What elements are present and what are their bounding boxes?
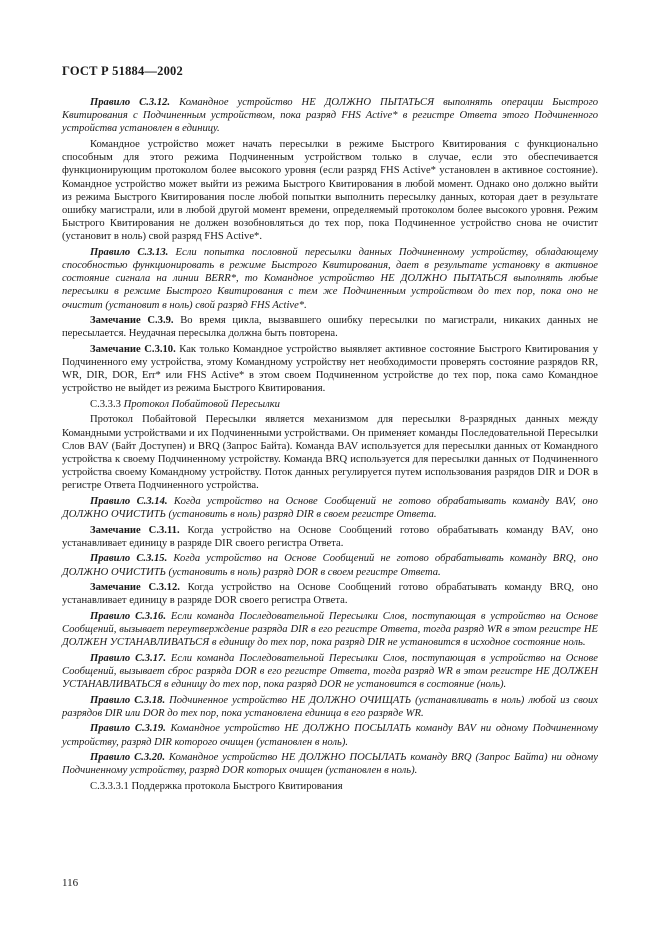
rule-label: Правило С.3.13. [90,246,169,258]
body-paragraph [62,413,598,492]
rule-label: Правило С.3.20. [90,752,166,763]
rule-text: Командное устройство НЕ ДОЛЖНО ПЫТАТЬСЯ выполнять операции Быстрого Квитирования с Подчиненным устройством, пока разряд FHS Active* в регистре Ответа этого Подчиненного устройства установлен в единицу. [62,97,598,135]
rule-text: Командное устройство НЕ ДОЛЖНО ПОСЫЛАТЬ команду BRQ (Запрос Байта) ни одному Подчиненному устройству, разряд DOR которых очищен (установлен в ноль). [62,752,598,777]
rule-paragraph [62,96,598,136]
note-text: Когда устройство на Основе Сообщений готово обрабатывать команду BRQ, оно устанавливает единицу в разряде DOR своего регистра Ответа. [62,582,599,607]
subsection-heading [62,780,598,793]
rule-label: Правило С.3.14. [90,495,168,507]
note-text: Как только Командное устройство выявляет активное состояние Быстрого Квитирования у Подчиненного ему устройства, этому Командному устройству нет необходимости проверять состояние разрядов RR, WR, DIR, DOR, Err* или FHS Active* в этом своем Подчиненном устройстве до тех пор, пока само Командное устройство не выйдет из режима Быстрого Квитирования. [62,343,598,395]
note-paragraph [62,314,598,340]
rule-label: Правило С.3.17. [90,652,166,664]
section-title: Протокол Побайтовой Пересылки [123,398,280,410]
rule-paragraph [62,495,598,521]
note-label: Замечание С.3.11. [90,524,180,536]
rule-paragraph [62,552,598,578]
note-paragraph [62,524,598,550]
rule-label: Правило С.3.12. [90,97,171,108]
section-heading-text [90,399,280,410]
note-text: Во время цикла, вызвавшего ошибку пересылки по магистрали, никаких данных не пересылается. Неудачная пересылка должна быть повторена. [62,315,599,340]
rule-paragraph [62,694,598,720]
rule-label: Правило С.3.15. [90,553,168,565]
note-label: Замечание С.3.10. [90,343,176,355]
body-paragraph [62,138,598,244]
rule-text: Подчиненное устройство НЕ ДОЛЖНО ОЧИЩАТЬ (устанавливать в ноль) любой из своих разрядов DIR или DOR до тех пор, пока установлена единица в его разряде WR. [62,694,598,719]
rule-paragraph [62,751,598,777]
rule-paragraph [62,610,598,650]
note-text: Когда устройство на Основе Сообщений готово обрабатывать команду BAV, оно устанавливает единицу в разряде DIR своего регистра Ответа. [62,524,598,549]
rule-label: Правило С.3.19. [90,723,166,735]
rule-paragraph [62,652,598,692]
document-body [62,96,598,795]
rule-text: Когда устройство на Основе Сообщений не готово обрабатывать команду BRQ, оно ДОЛЖНО ОЧИСТИТЬ (установить в ноль) разряд DOR в своем регистре Ответа. [62,553,598,578]
rule-label: Правило С.3.18. [90,694,166,706]
paragraph-text: Протокол Побайтовой Пересылки является механизмом для пересылки 8-разрядных данных между Командными устройствами и их Подчиненными устройствами. Он применяет команды Последовательной Пересылки Слов BAV (Байт Доступен) и BRQ (Запрос Байта). Команда BAV используется для пересылки данных от Командного устройства к своему Подчиненному устройству. Команда BRQ используется для пересылки данных от Подчиненного устройства своему Командному устройству. Поток данных регулируется путем использования разрядов DIR и DOR в регистре Ответа Подчиненного устройства. [62,414,598,492]
subsection-heading-text: С.3.3.3.1 Поддержка протокола Быстрого Квитирования [90,780,343,792]
rule-paragraph [62,722,598,748]
rule-text: Командное устройство НЕ ДОЛЖНО ПОСЫЛАТЬ команду BAV ни одному Подчиненному устройству, разряд DIR которого очищен (установлен в ноль). [62,723,598,748]
note-paragraph [62,343,598,396]
rule-text: Если попытка пословной пересылки данных Подчиненному устройству, обладающему способностью функционировать в режиме Быстрого Квитирования, дает в результате установку в активное состояние сигнала на линии BERR*, то Командное устройство НЕ ДОЛЖНО ПЫТАТЬСЯ выполнять любые пересылки в режиме Быстрого Квитирования с тем же Подчиненным устройством до тех пор, пока оно не очистит (установит в ноль) свой разряд FHS Active*. [62,246,598,311]
note-label: Замечание С.3.9. [90,315,174,327]
page-number: 116 [62,877,79,889]
paragraph-text: Командное устройство может начать пересылки в режиме Быстрого Квитирования с функционально способным для этого режима Подчиненным устройством только в случае, если это обеспечивается функционирующим протоколом более высокого уровня (если разряд FHS Active* установлен в активное состояние). Командное устройство может выйти из режима Быстрого Квитирования в любой момент. Однако оно должно выйти из режима Быстрого Квитирования после любой попытки выполнить пересылку данных, которая дает в результате ошибку магистрали, или в любой другой момент времени, определяемый протоколом более высокого уровня. Режим Быстрого Квитирования не должен возобновляться до тех пор, пока Подчиненное устройство снова не очистит (установит в ноль) свой разряд FHS Active*. [62,138,598,243]
rule-label: Правило С.3.16. [90,610,166,622]
rule-text: Если команда Последовательной Пересылки Слов, поступающая в устройство на Основе Сообщений, вызывает сброс разряда DOR в его регистре Ответа, тогда разряд WR в этом регистре НЕ ДОЛЖЕН УСТАНАВЛИВАТЬСЯ в единицу до тех пор, пока разряд DOR не установится в состояние (ноль). [62,652,598,691]
document-header: ГОСТ Р 51884—2002 [62,64,183,78]
rule-text: Когда устройство на Основе Сообщений не готово обрабатывать команду BAV, оно ДОЛЖНО ОЧИСТИТЬ (установить в ноль) разряд DIR в своем регистре Ответа. [62,495,598,521]
note-label: Замечание С.3.12. [90,582,180,594]
note-paragraph [62,581,598,607]
section-number: С.3.3.3 [90,398,124,410]
section-heading [62,398,598,411]
rule-paragraph [62,246,598,312]
rule-text: Если команда Последовательной Пересылки Слов, поступающая в устройство на Основе Сообщений, вызывает переутверждение разряда DIR в его регистре Ответа, тогда разряд WR в этом регистре НЕ ДОЛЖЕН УСТАНАВЛИВАТЬСЯ в единицу до тех пор, пока разряд DIR не установится в исходное состояние ноль. [62,610,598,649]
